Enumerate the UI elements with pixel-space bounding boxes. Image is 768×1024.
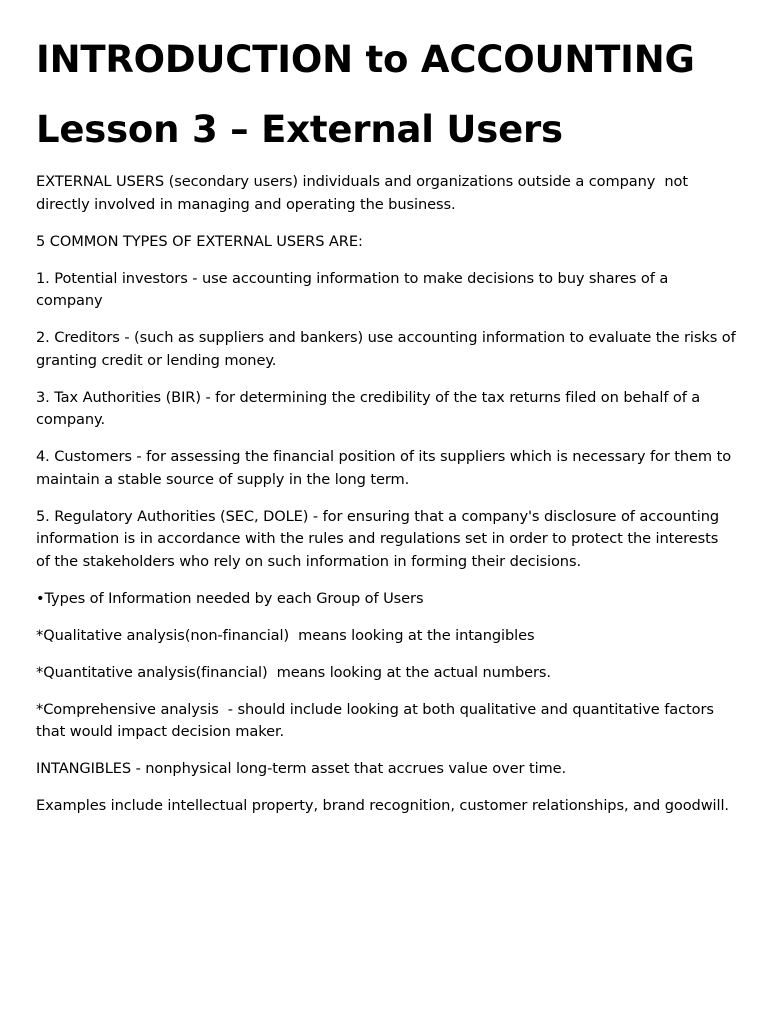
document-body xyxy=(36,171,741,832)
paragraph-intangibles-definition: INTANGIBLES - nonphysical long-term asset that accrues value over time. xyxy=(36,760,567,777)
paragraph-comprehensive-analysis: *Comprehensive analysis - should include looking at both qualitative and quantitative factors that would impact decision maker. xyxy=(36,700,719,740)
list-item-creditors: 2. Creditors - (such as suppliers and bankers) use accounting information to evaluate the risks of granting credit or lending money. xyxy=(36,329,741,369)
list-item-regulatory-authorities: 5. Regulatory Authorities (SEC, DOLE) - for ensuring that a company's disclosure of accounting information is in accordance with the rules and regulations set in order to protect the interests of the stakeholders who rely on such information in forming their decisions. xyxy=(36,507,724,570)
list-item-tax-authorities: 3. Tax Authorities (BIR) - for determining the credibility of the tax returns filed on behalf of a company. xyxy=(36,388,705,428)
paragraph-quantitative-analysis: *Quantitative analysis(financial) means looking at the actual numbers. xyxy=(36,663,551,681)
document-title: INTRODUCTION to ACCOUNTING xyxy=(36,38,695,81)
list-item-potential-investors: 1. Potential investors - use accounting information to make decisions to buy shares of a company xyxy=(36,269,673,309)
lesson-subtitle: Lesson 3 – External Users xyxy=(36,108,563,151)
paragraph-types-heading: 5 COMMON TYPES OF EXTERNAL USERS ARE: xyxy=(36,232,363,250)
paragraph-intangibles-examples: Examples include intellectual property, brand recognition, customer relationships, and goodwill. xyxy=(36,797,729,814)
paragraph-external-users-definition: EXTERNAL USERS (secondary users) individuals and organizations outside a company not directly involved in managing and operating the business. xyxy=(36,173,693,213)
paragraph-information-types: •Types of Information needed by each Group of Users xyxy=(36,589,424,607)
paragraph-qualitative-analysis: *Qualitative analysis(non-financial) means looking at the intangibles xyxy=(36,626,535,644)
list-item-customers: 4. Customers - for assessing the financial position of its suppliers which is necessary for them to maintain a stable source of supply in the long term. xyxy=(36,448,736,488)
